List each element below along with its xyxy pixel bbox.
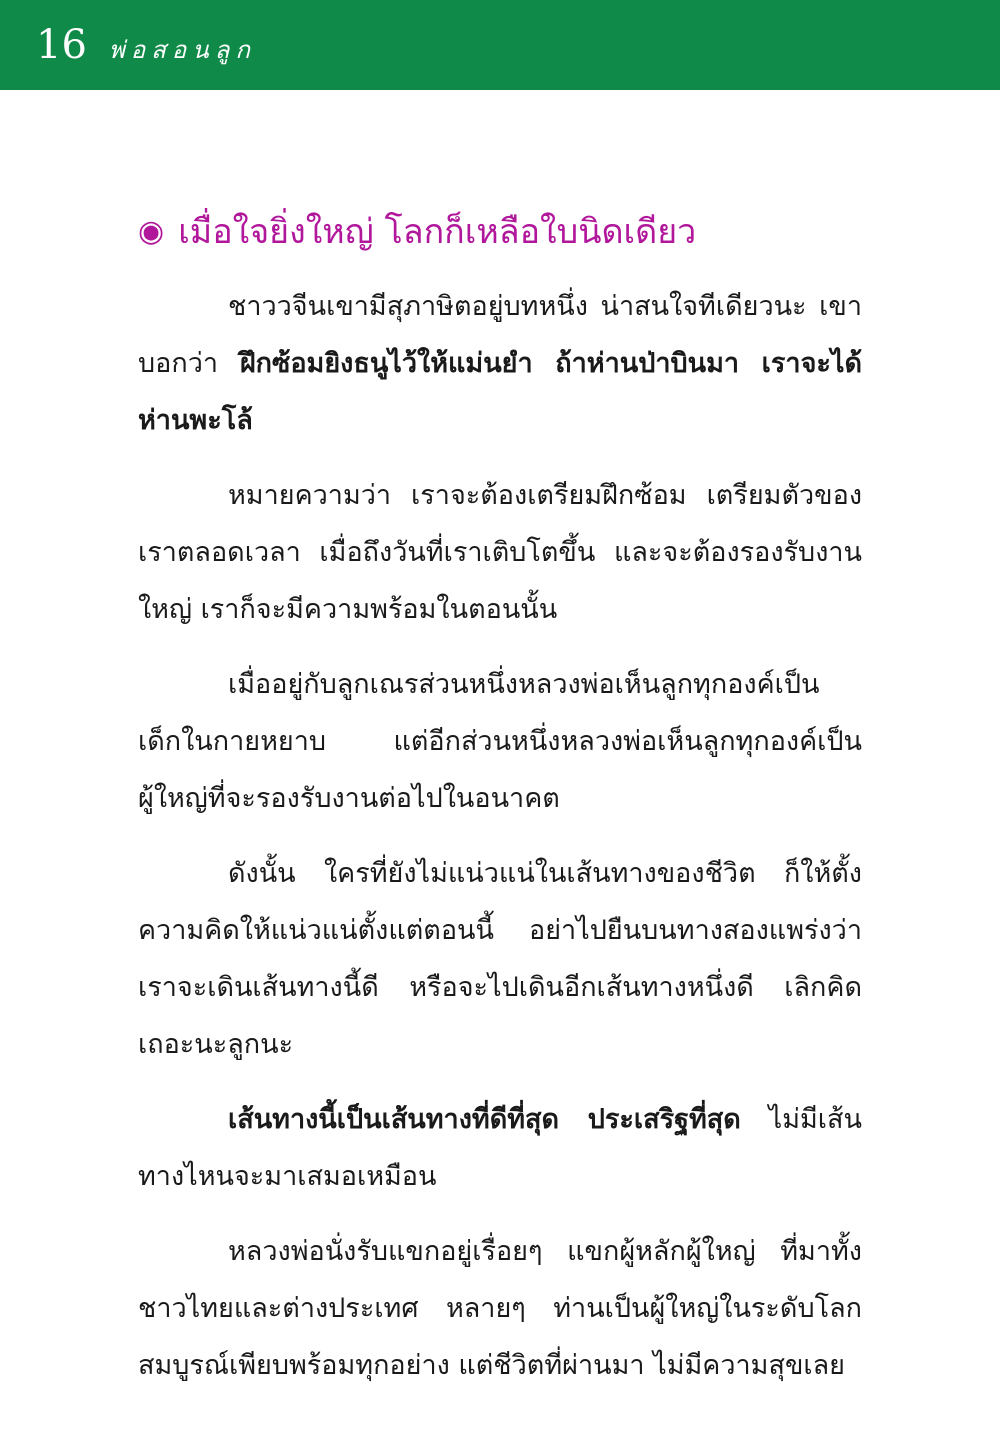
paragraph-6: หลวงพ่อนั่งรับแขกอยู่เรื่อยๆ แขกผู้หลักผู้ใหญ่ ที่มาทั้งชาวไทยและต่างประเทศ หลายๆ ท่านเป็นผู้ใหญ่ในระดับโลก สมบูรณ์เพียบพร้อมทุกอย่าง แต่ชีวิตที่ผ่านมา ไม่มีความสุขเลย	[138, 1236, 862, 1381]
paragraph-3: เมื่ออยู่กับลูกเณรส่วนหนึ่งหลวงพ่อเห็นลูกทุกองค์เป็นเด็กในกายหยาบ แต่อีกส่วนหนึ่งหลวงพ่อเห็นลูกทุกองค์เป็นผู้ใหญ่ที่จะรองรับงานต่อไปในอนาคต	[138, 669, 862, 814]
page-number: 16	[36, 22, 87, 68]
paragraph-2: หมายความว่า เราจะต้องเตรียมฝึกซ้อม เตรียมตัวของเราตลอดเวลา เมื่อถึงวันที่เราเติบโตขึ้น และจะต้องรองรับงานใหญ่ เราก็จะมีความพร้อมในตอนนั้น	[138, 480, 862, 625]
paragraph-5	[138, 1091, 862, 1205]
paragraph-1-text: ชาววจีนเขามีสุภาษิตอยู่บทหนึ่ง น่าสนใจทีเดียวนะ เขาบอกว่า	[138, 291, 862, 379]
paragraph-5-text: ไม่มีเส้นทางไหนจะมาเสมอเหมือน	[138, 1104, 862, 1192]
paragraph-5-bold: เส้นทางนี้เป็นเส้นทางที่ดีที่สุด ประเสริฐที่สุด	[228, 1104, 741, 1135]
bullet-circle-icon: ◉	[138, 213, 165, 249]
book-title: พ่อสอนลูก	[108, 35, 256, 64]
paragraph-4: ดังนั้น ใครที่ยังไม่แน่วแน่ในเส้นทางของชีวิต ก็ให้ตั้งความคิดให้แน่วแน่ตั้งแต่ตอนนี้ อย่าไปยืนบนทางสองแพร่งว่า เราจะเดินเส้นทางนี้ดี หรือจะไปเดินอีกเส้นทางหนึ่งดี เลิกคิดเถอะนะลูกนะ	[138, 858, 862, 1060]
page-header	[0, 0, 1000, 90]
section-heading	[138, 196, 862, 266]
page-content	[138, 196, 862, 1412]
paragraph-1	[138, 278, 862, 449]
paragraph-1-bold: ฝึกซ้อมยิงธนูไว้ให้แม่นยำ ถ้าห่านป่าบินมา เราจะได้ห่านพะโล้	[138, 348, 863, 436]
section-heading-text: เมื่อใจยิ่งใหญ่ โลกก็เหลือใบนิดเดียว	[178, 212, 697, 252]
